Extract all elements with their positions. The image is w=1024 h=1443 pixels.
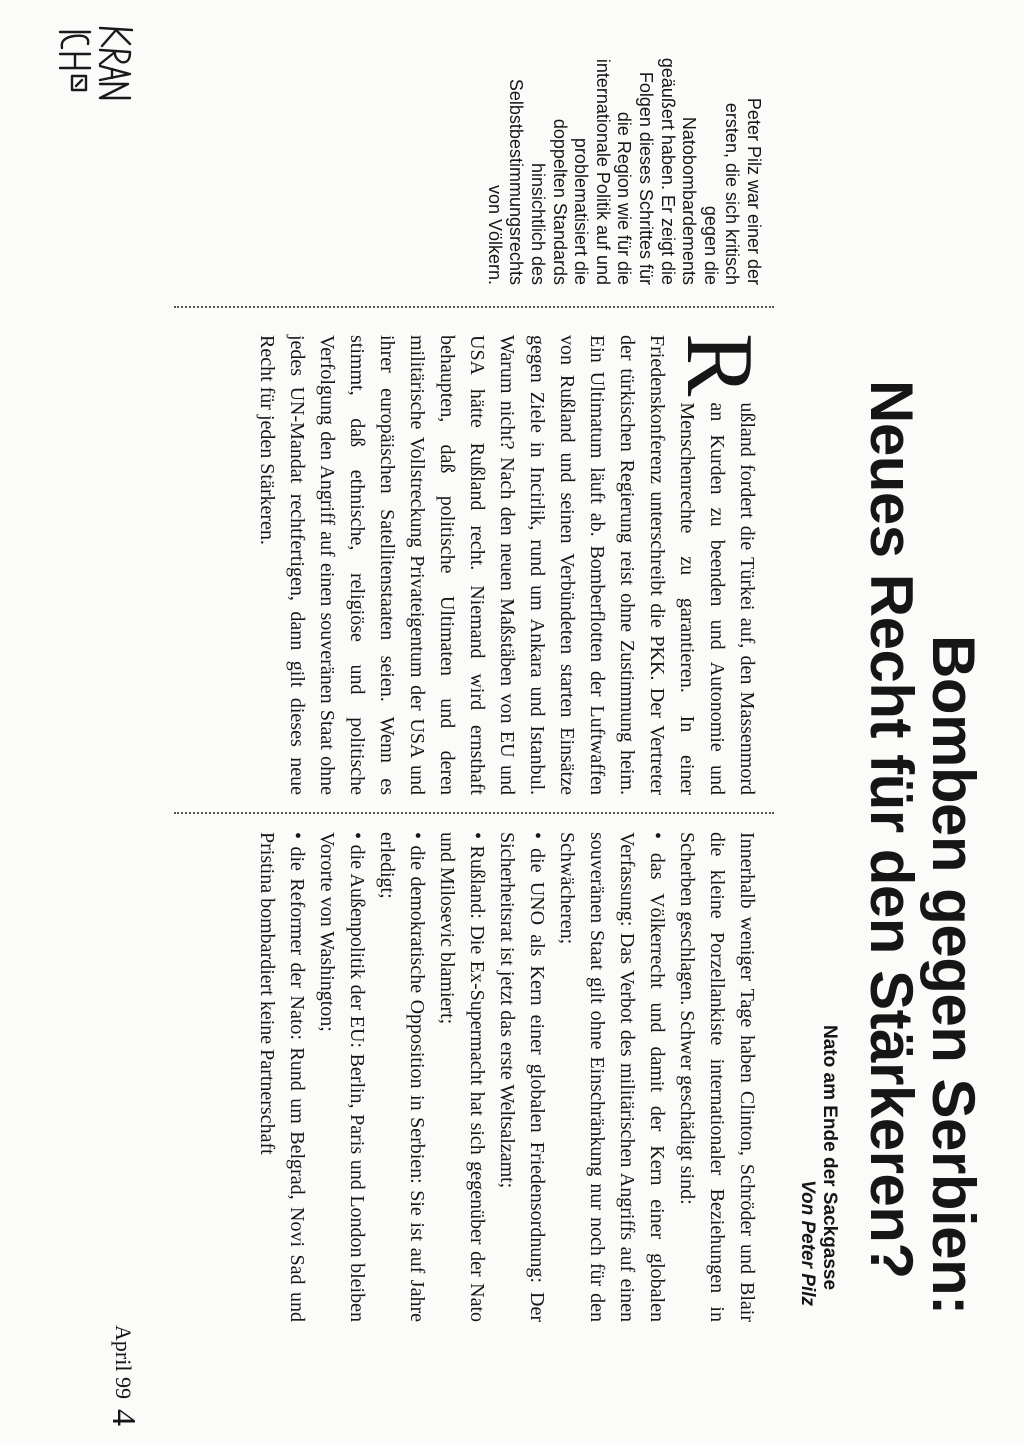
- bullet-item: • die Außenpolitik der EU: Berlin, Paris und London bleiben Vororte von Washington;: [316, 832, 368, 1322]
- column-divider: [174, 812, 774, 814]
- body-column-1: [252, 333, 773, 795]
- bullet-item: • das Völkerrecht und damit der Kern einer globalen Verfassung: Das Verbot des militärischen Angriffs auf einen souveränen Staat gilt ohne Einschränkung nur noch für den Schwächeren;: [556, 832, 668, 1322]
- headline-line-2: Neues Recht für den Stärkeren?: [858, 380, 925, 1279]
- drop-cap: R: [667, 333, 773, 397]
- bullet-item: • Rußland: Die Ex-Supermacht hat sich gegenüber der Nato und Milosevic blamiert;: [436, 832, 488, 1322]
- body-column-2: [252, 832, 762, 1322]
- page-footer: [104, 1325, 142, 1426]
- bullet-item: • die demokratische Opposition in Serbien: Sie ist auf Jahre erledigt;: [376, 832, 428, 1322]
- bullet-item: • die Reformer der Nato: Rund um Belgrad, Novi Sad und Pristina bombardiert keine Partnerschaft: [256, 832, 308, 1322]
- headline-line-1: Bomben gegen Serbien:: [920, 635, 987, 1315]
- body-paragraph: Innerhalb weniger Tage haben Clinton, Schröder und Blair die kleine Porzellankiste internationaler Beziehungen in Scherben geschlagen. Schwer geschädigt sind:: [676, 832, 758, 1322]
- issue-date: April 99: [111, 1325, 136, 1399]
- body-paragraph: [252, 333, 773, 795]
- byline: Von Peter Pilz: [797, 1180, 818, 1306]
- body-text: ußland fordert die Türkei auf, den Massenmord an Kurden zu beenden und Autonomie und Menschenrechte zu garantieren. In einer Friedenskonferenz unterschreibt die PKK. Der Vertreter der türkischen Regierung reist ohne Zustimmung heim. Ein Ultimatum läuft ab. Bomberflotten der Luftwaffen von Rußland und seinen Verbündeten starten Einsätze gegen Ziele in Incirlik, rund um Ankara und Istanbul. Warum nicht? Nach den neuen Maßstäben von EU und USA hätte Rußland recht. Niemand wird ernsthaft behaupten, daß politische Ultimaten und deren militärische Vollstreckung Privateigentum der USA und ihrer europäischen Satellitenstaaten seien. Wenn es stimmt, daß ethnische, religiöse und politische Verfolgung den Angriff auf einen souveränen Staat ohne jedes UN-Mandat rechtfertigen, dann gilt dieses neue Recht für jeden Stärkeren.: [256, 335, 758, 795]
- column-divider: [174, 306, 774, 308]
- page-number: 4: [105, 1408, 142, 1426]
- subtitle: Nato am Ende der Sackgasse: [819, 1025, 840, 1291]
- artist-signature: [56, 22, 152, 114]
- intro-text: [483, 55, 764, 285]
- intro-paragraph: Peter Pilz war einer der ersten, die sich kritisch gegen die Natobombardements geäußert haben. Er zeigt die Folgen dieses Schrittes für die Region wie für die internationale Politik auf und problematisiert die doppelten Standards hinsichtlich des Selbstbestimmungsrechts von Völkern.: [484, 57, 764, 285]
- bullet-item: • die UNO als Kern einer globalen Friedensordnung: Der Sicherheitsrat ist jetzt das erste Weltsalzamt;: [496, 832, 548, 1322]
